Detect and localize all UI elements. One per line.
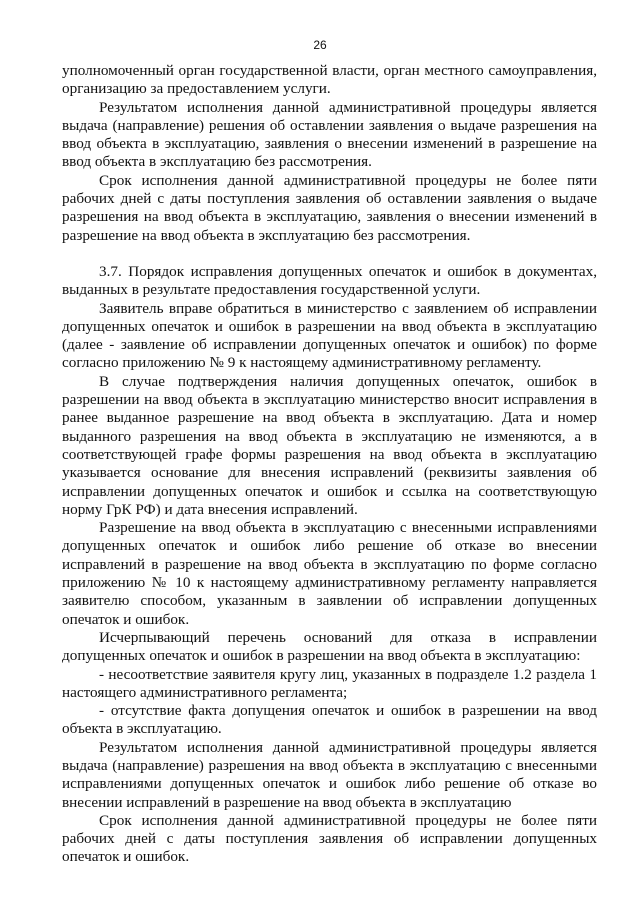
paragraph-result-leave-without-review: Результатом исполнения данной административной процедуры является выдача (направление) решения об оставлении заявления о выдаче разрешения на ввод объекта в эксплуатацию, заявления о внесении изменений в разрешение на ввод объекта в эксплуатацию без рассмотрения. <box>62 98 597 171</box>
paragraph-continuation: уполномоченный орган государственной власти, орган местного самоуправления, организацию за предоставлением услуги. <box>62 62 597 98</box>
paragraph-deadline-correction: Срок исполнения данной административной процедуры не более пяти рабочих дней с даты поступления заявления об исправлении допущенных опечаток и ошибок. <box>62 811 597 866</box>
list-item-refusal-ground-1: - несоответствие заявителя кругу лиц, указанных в подразделе 1.2 раздела 1 настоящего административного регламента; <box>62 665 597 701</box>
paragraph-applicant-right: Заявитель вправе обратиться в министерство с заявлением об исправлении допущенных опечаток и ошибок в разрешении на ввод объекта в эксплуатацию (далее - заявление об исправлении допущенных опечаток и ошибок) по форме согласно приложению № 9 к настоящему административному регламенту. <box>62 299 597 372</box>
list-item-refusal-ground-2: - отсутствие факта допущения опечаток и ошибок в разрешении на ввод объекта в эксплуатацию. <box>62 702 597 738</box>
paragraph-refusal-grounds-intro: Исчерпывающий перечень оснований для отказа в исправлении допущенных опечаток и ошибок в разрешении на ввод объекта в эксплуатацию: <box>62 628 597 665</box>
page-number: 26 <box>313 38 327 52</box>
paragraph-corrected-permit-delivery: Разрешение на ввод объекта в эксплуатацию с внесенными исправлениями допущенных опечаток и ошибок либо решение об отказе во внесении исправлений в разрешение на ввод объекта в эксплуатацию по форме согласно приложению № 10 к настоящему административному регламенту направляется заявителю способом, указанным в заявлении об исправлении допущенных опечаток и ошибок. <box>62 519 597 628</box>
section-heading-3-7: 3.7. Порядок исправления допущенных опечаток и ошибок в документах, выданных в результате предоставления государственной услуги. <box>62 262 597 299</box>
paragraph-result-correction: Результатом исполнения данной административной процедуры является выдача (направление) разрешения на ввод объекта в эксплуатацию с внесенными исправлениями допущенных опечаток и ошибок либо решение об отказе во внесении исправлений в разрешение на ввод объекта в эксплуатацию <box>62 738 597 811</box>
document-body <box>62 62 597 867</box>
paragraph-deadline-leave-without-review: Срок исполнения данной административной процедуры не более пяти рабочих дней с даты поступления заявления об оставлении заявления о выдаче разрешения на ввод объекта в эксплуатацию, заявления о внесении изменений в разрешение на ввод объекта в эксплуатацию без рассмотрения. <box>62 171 597 244</box>
paragraph-correction-procedure: В случае подтверждения наличия допущенных опечаток, ошибок в разрешении на ввод объекта в эксплуатацию министерство вносит исправления в ранее выданное разрешение на ввод объекта в эксплуатацию. Дата и номер выданного разрешения на ввод объекта в эксплуатацию не изменяются, а в соответствующей графе формы разрешения на ввод объекта в эксплуатацию указывается основание для внесения исправлений (реквизиты заявления об исправлении допущенных опечаток и ошибок и ссылка на соответствующую норму ГрК РФ) и дата внесения исправлений. <box>62 372 597 518</box>
